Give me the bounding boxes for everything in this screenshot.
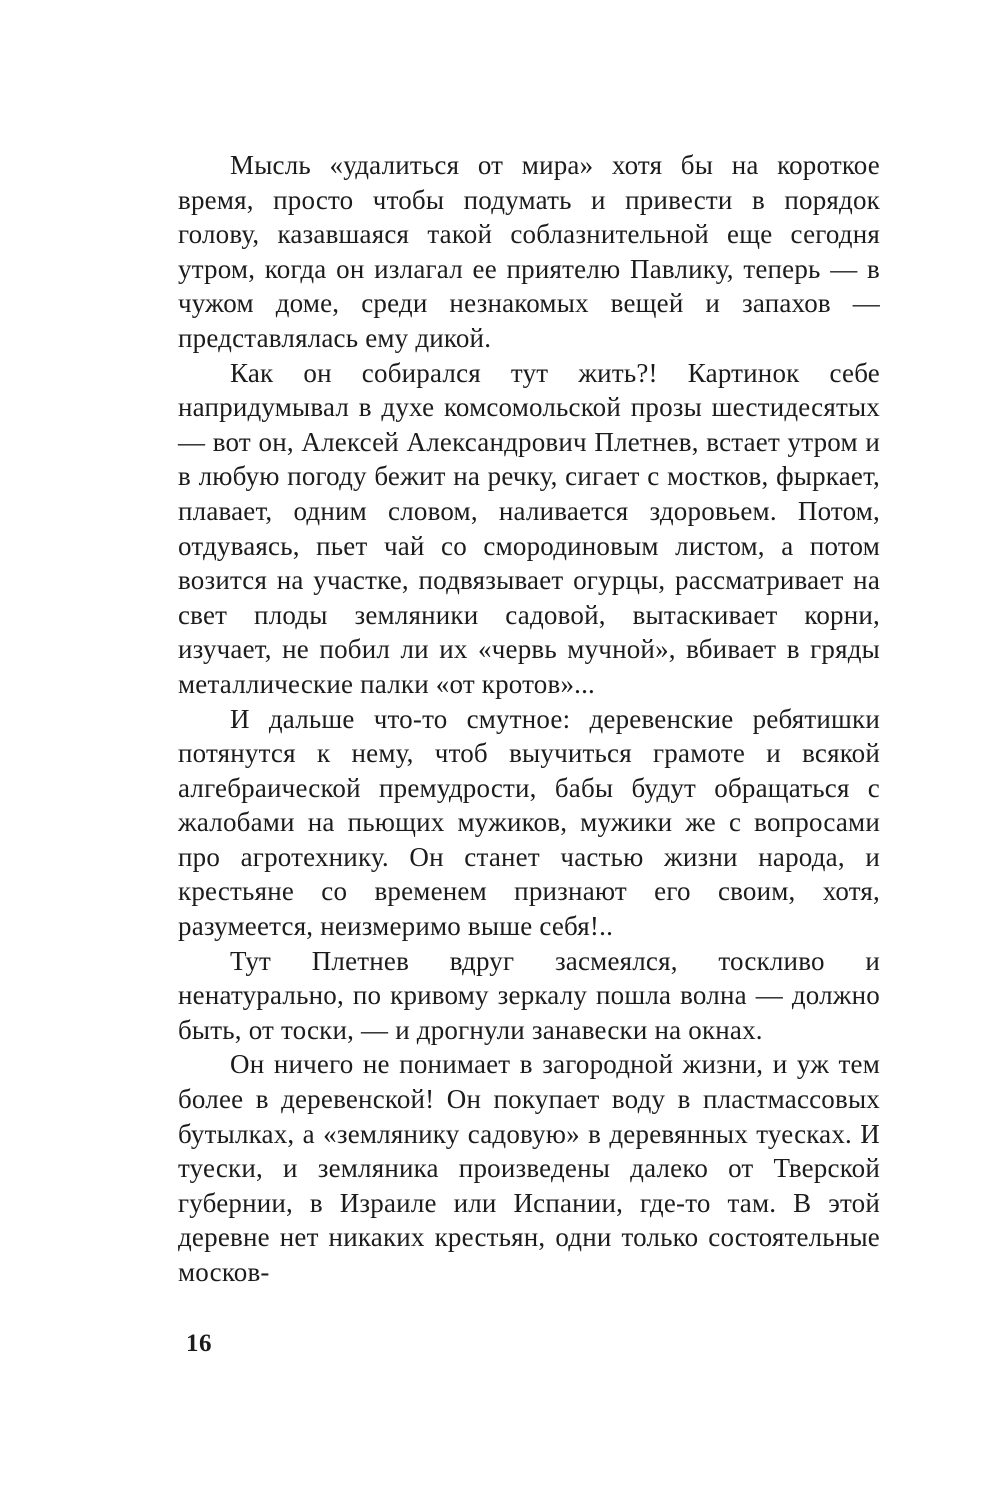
page-text [178, 148, 880, 1290]
paragraph: Мысль «удалиться от мира» хотя бы на короткое время, просто чтобы подумать и привести в порядок голову, казавшаяся такой соблазнительной еще сегодня утром, когда он излагал ее приятелю Павлику, теперь — в чужом доме, среди незнакомых вещей и запахов — представлялась ему дикой. [178, 150, 880, 353]
paragraph: И дальше что-то смутное: деревенские ребятишки потянутся к нему, чтоб выучиться грамоте и всякой алгебраической премудрости, бабы будут обращаться с жалобами на пьющих мужиков, мужики же с вопросами про агротехнику. Он станет частью жизни народа, и крестьяне со временем признают его своим, хотя, разумеется, неизмеримо выше себя!.. [178, 703, 880, 942]
paragraph: Тут Плетнев вдруг засмеялся, тоскливо и ненатурально, по кривому зеркалу пошла волна — должно быть, от тоски, — и дрогнули занавески на окнах. [178, 945, 880, 1045]
page-number: 16 [186, 1330, 212, 1357]
paragraph: Как он собирался тут жить?! Картинок себе напридумывал в духе комсомольской прозы шестидесятых — вот он, Алексей Александрович Плетнев, встает утром и в любую погоду бежит на речку, сигает с мостков, фыркает, плавает, одним словом, наливается здоровьем. Потом, отдуваясь, пьет чай со смородиновым листом, а потом возится на участке, подвязывает огурцы, рассматривает на свет плоды земляники садовой, вытаскивает корни, изучает, не побил ли их «червь мучной», вбивает в гряды металлические палки «от кротов»... [178, 357, 880, 699]
paragraph: Он ничего не понимает в загородной жизни, и уж тем более в деревенской! Он покупает воду в пластмассовых бутылках, а «землянику садовую» в деревянных туесках. И туески, и земляника произведены далеко от Тверской губернии, в Израиле или Испании, где-то там. В этой деревне нет никаких крестьян, одни только состоятельные москов- [178, 1049, 880, 1287]
